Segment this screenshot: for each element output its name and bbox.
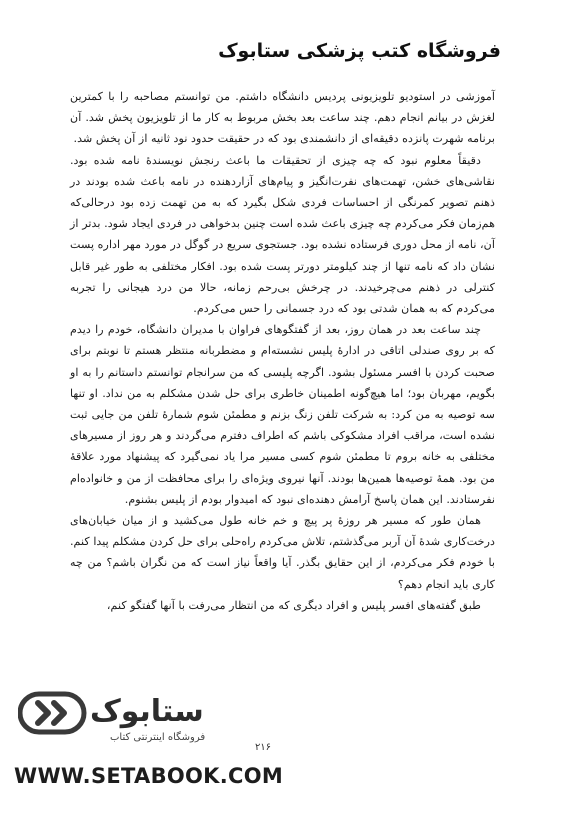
paragraph: دقیقاً معلوم نبود که چه چیزی از تحقیقات ما باعث رنجش نویسندهٔ نامه شده بود. نقاشی‌های خشن، تهمت‌های نفرت‌انگیز و پیام‌های آزاردهنده در نامه باعث شده بودند در ذهنم تصویر کمرنگی از احساسات فردی شکل بگیرد که به من تهمت زده بود درحالی‌که هم‌زمان فکر می‌کردم چه چیزی باعث شده است چنین بدخواهی در فردی ایجاد شود. بدتر از آن، نامه از محل دوری فرستاده نشده بود. جستجوی سریع در گوگل در مورد مهر اداره پست نشان داد که نامه تنها از چند کیلومتر دورتر پست شده بود. افکار مختلفی به طور غیر قابل کنترلی در ذهنم می‌چرخیدند. در چرخش بی‌رحم زمانه، حالا من درد هیجانی را تجربه می‌کردم که به همان شدتی بود که درد جسمانی را حس می‌کردم. — [70, 153, 495, 316]
setabook-logo — [18, 690, 258, 750]
website-url[interactable]: WWW.SETABOOK.COM — [14, 764, 284, 788]
paragraph: چند ساعت بعد در همان روز، بعد از گفتگوهای فراوان با مدیران دانشگاه، خودم را دیدم که بر روی صندلی اتاقی در ادارهٔ پلیس نشسته‌ام و مضطربانه منتظر هستم تا نوبتم برای صحبت کردن با افسر مسئول بشود. اگرچه پلیسی که من سرانجام توانستم داستانم را به او بگویم، مهربان بود؛ اما هیچ‌گونه اطمینان خاطری برای حل شدن مشکلم به من نداد. او تنها سه توصیه به من کرد: به شرکت تلفن زنگ بزنم و مطمئن شوم شمارهٔ تلفن من جایی ثبت نشده است، مراقب افراد مشکوکی باشم که اطراف دفترم می‌گردند و هر روز از مسیرهای مختلفی به خانه بروم تا مطمئن شوم کسی مسیر مرا یاد نمی‌گیرد که پیشنهاد مورد علاقهٔ من بود. همهٔ توصیه‌ها همین‌ها بودند. آنها نیروی ویژه‌ای را برای محافظت از من و خانواده‌ام نفرستادند. این همان پاسخ آرامش دهنده‌ای نبود که امیدوار بودم از پلیس بشنوم. — [70, 323, 495, 506]
brand-name: ستابوک — [90, 694, 204, 729]
paragraph: طبق گفته‌های افسر پلیس و افراد دیگری که من انتظار می‌رفت با آنها گفتگو کنم، — [106, 598, 481, 612]
page-number: ۲۱۶ — [254, 742, 272, 753]
double-chevron-logo-icon — [18, 690, 88, 736]
paragraph: همان طور که مسیر هر روزهٔ پر پیچ و خم خانه طول می‌کشید و از میان خیابان‌های درخت‌کاری شدهٔ آن آربر می‌گذشتم، تلاش می‌کردم راه‌حلی برای حل کردن مشکلم پیدا کنم. با خودم فکر می‌کردم، از این حقایق بگذر. آیا واقعاً نیاز است که من نگران باشم؟ من چه کاری باید انجام دهم؟ — [70, 514, 495, 591]
paragraph: آموزشی در استودیو تلویزیونی پردیس دانشگاه داشتم. من توانستم مصاحبه را با کمترین لغزش در بیانم انجام دهم. چند ساعت بعد بخش مربوط به کار ما از تلویزیون پخش شد. آن برنامه شهرت پانزده دقیقه‌ای از دانشمندی بود که در حقیقت حدود نود ثانیه از آن پخش شد. — [70, 90, 495, 146]
body-text — [70, 86, 495, 616]
brand-tagline: فروشگاه اینترنتی کتاب — [110, 732, 206, 743]
page-header-title: فروشگاه کتب پزشکی ستابوک — [218, 40, 501, 62]
